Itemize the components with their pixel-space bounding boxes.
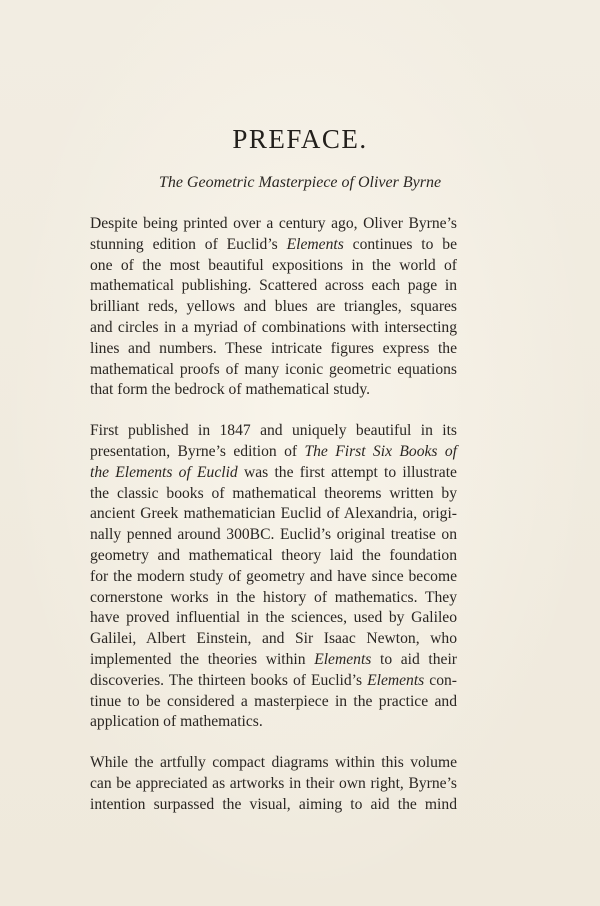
paragraph [90,421,457,733]
italic-title-text: Elements [314,650,372,668]
text-line [90,235,457,256]
line-text: mathematical proofs of many iconic geometric equations [90,360,457,378]
line-text: presentation, Byrne’s edition of [90,442,305,460]
line-text: discoveries. The thirteen books of Euclid’s [90,671,368,689]
text-line [90,463,457,484]
paragraph [90,753,457,815]
text-line [90,318,457,339]
text-line [90,546,457,567]
line-text: intention surpassed the visual, aiming to aid the mind [90,795,457,813]
page-subtitle: The Geometric Masterpiece of Oliver Byrne [158,174,442,191]
text-line [90,256,457,277]
text-line [90,214,457,235]
italic-title-text: Elements [367,671,425,689]
line-text: Galilei, Albert Einstein, and Sir Isaac Newton, who [90,630,457,648]
text-line [90,360,457,381]
line-text: Despite being printed over a century ago, Oliver Byrne’s [90,215,457,232]
text-line [90,774,457,795]
italic-title-text: Elements [286,235,344,253]
line-text: to aid their [371,650,457,668]
line-text: application of mathematics. [90,713,263,731]
line-text: nally penned around 300BC. Euclid’s original treatise on [90,526,457,544]
text-line [90,650,457,671]
text-line [90,567,457,588]
line-text: have proved influential in the sciences, used by Galileo [90,609,457,627]
line-text: mathematical publishing. Scattered across each page in [90,277,457,295]
text-line [90,276,457,297]
italic-title-text: The First Six Books of [304,442,457,460]
text-line [90,753,457,774]
line-text: one of the most beautiful expositions in the world of [90,256,457,274]
text-line [90,504,457,525]
line-text: stunning edition of Euclid’s [90,235,287,253]
line-text: implemented the theories within [90,650,315,668]
text-line [90,525,457,546]
text-line [90,421,457,442]
line-text: tinue to be considered a masterpiece in the practice and [90,692,457,710]
text-line [90,339,457,360]
text-line [90,588,457,609]
paragraph [90,214,457,401]
line-text: ancient Greek mathematician Euclid of Alexandria, origi- [90,505,457,523]
line-text: the classic books of mathematical theorems written by [90,484,457,502]
text-line [90,795,457,816]
line-text: can be appreciated as artworks in their own right, Byrne’s [90,774,457,792]
line-text: First published in 1847 and uniquely beautiful in its [90,422,457,440]
body-text [90,214,457,836]
line-text: continues to be [343,235,458,253]
text-line [90,692,457,713]
line-text: that form the bedrock of mathematical study. [90,381,371,399]
line-text: While the artfully compact diagrams within this volume [90,754,457,772]
line-text: was the first attempt to illustrate [237,463,457,481]
line-text: for the modern study of geometry and have since become [90,567,457,585]
text-line [90,484,457,505]
line-text: geometry and mathematical theory laid the foundation [90,546,457,564]
line-text: lines and numbers. These intricate figures express the [90,339,457,357]
text-line [90,629,457,650]
page-title: PREFACE. [232,124,368,154]
line-text: cornerstone works in the history of mathematics. They [90,588,457,606]
text-line [90,442,457,463]
text-line [90,712,457,733]
text-line [90,297,457,318]
text-line [90,671,457,692]
line-text: brilliant reds, yellows and blues are triangles, squares [90,298,457,316]
italic-title-text: the Elements of Euclid [90,463,238,481]
line-text: and circles in a myriad of combinations with intersecting [90,318,457,336]
line-text: con- [424,671,457,689]
text-line [90,608,457,629]
text-line [90,380,457,401]
